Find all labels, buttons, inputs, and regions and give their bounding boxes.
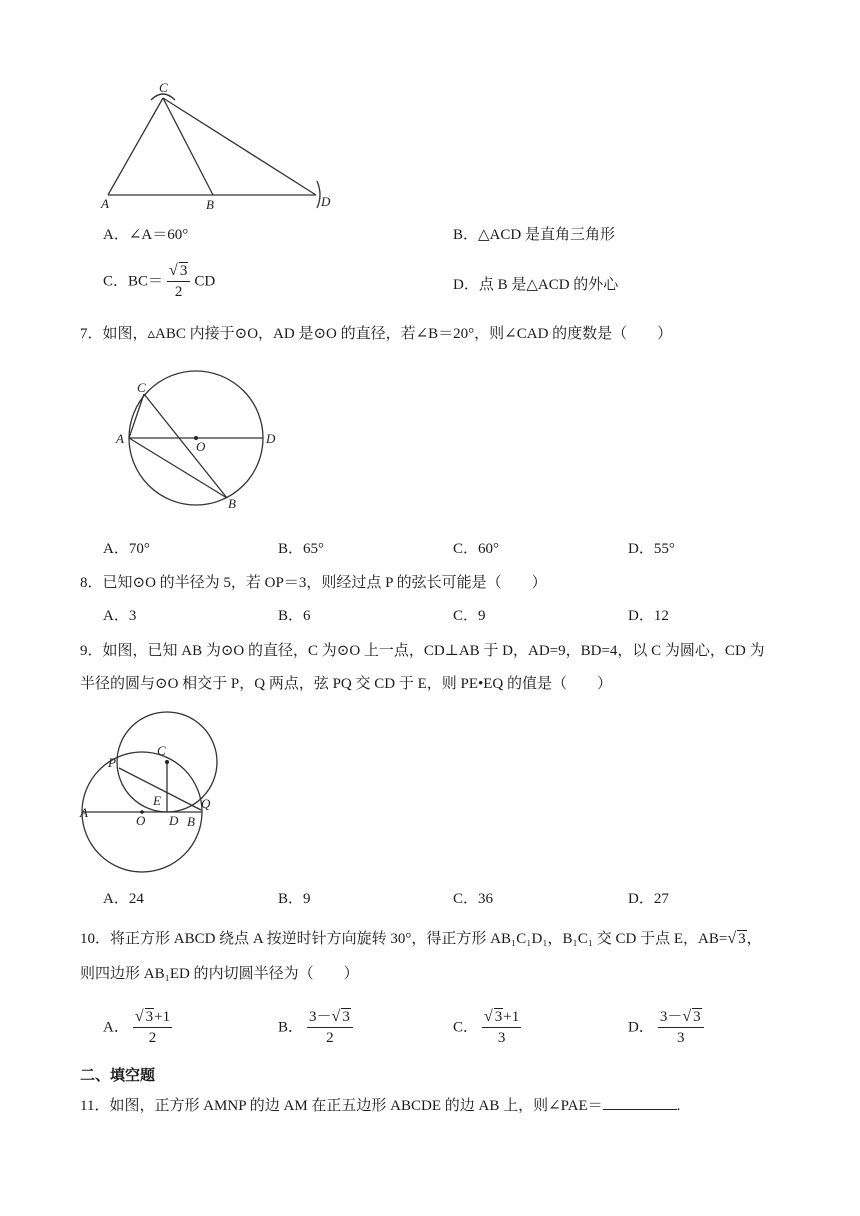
fraction: $\frac{√ 3}{2}$ <box>167 262 190 301</box>
q10-option-b[interactable]: B． $\frac{3-√ 3}{2}$ <box>278 1008 357 1047</box>
answer-blank[interactable] <box>603 1094 677 1110</box>
two-circles-figure-q9 <box>75 712 235 872</box>
q8-option-d[interactable]: D．12 <box>628 608 669 624</box>
point-label-q: Q <box>201 796 211 811</box>
q7-option-b[interactable]: B．65° <box>278 541 325 557</box>
point-label-p: P <box>108 755 116 770</box>
q6-option-b[interactable]: B．△ACD 是直角三角形 <box>453 227 615 243</box>
point-label-o: O <box>136 813 146 828</box>
point-label-d: D <box>169 813 179 828</box>
q7-option-c[interactable]: C．60° <box>453 541 500 557</box>
q6-option-c[interactable]: C．BC＝ $\frac{√ 3}{2}$ CD <box>103 262 216 300</box>
point-label-a: A <box>80 805 88 820</box>
fraction: $\frac{3-√ 3}{2}$ <box>307 1008 353 1047</box>
q7-stem: 7．如图，▵ABC 内接于⊙O，AD 是⊙O 的直径，若∠B＝20°，则∠CAD 的度数是（ ） <box>80 326 673 342</box>
q9-stem-line2: 半径的圆与⊙O 相交于 P，Q 两点，弦 PQ 交 CD 于 E，则 PE•EQ 的值是（ ） <box>80 676 613 692</box>
q8-stem: 8．已知⊙O 的半径为 5，若 OP＝3，则经过点 P 的弦长可能是（ ） <box>80 575 547 591</box>
q11-stem: 11．如图，正方形 AMNP 的边 AM 在正五边形 ABCDE 的边 AB 上，则∠PAE＝ . <box>80 1094 680 1117</box>
point-label-d: D <box>266 431 276 446</box>
fraction: $\frac{3-√ 3}{3}$ <box>658 1008 704 1047</box>
q7-option-d[interactable]: D．55° <box>628 541 675 557</box>
q6-option-d[interactable]: D．点 B 是△ACD 的外心 <box>453 277 619 293</box>
q10-stem-line2: 则四边形 AB₁ED 的内切圆半径为（ ） <box>80 966 359 982</box>
vertex-label-b: B <box>206 197 214 212</box>
vertex-label-c: C <box>159 80 168 95</box>
q6-option-a[interactable]: A．∠A＝60° <box>103 227 189 243</box>
q9-option-d[interactable]: D．27 <box>628 891 669 907</box>
q10-option-c[interactable]: C． $\frac{√ 3+1}{3}$ <box>453 1008 520 1046</box>
vertex-label-a: A <box>101 196 109 211</box>
q9-option-a[interactable]: A．24 <box>103 891 144 907</box>
triangle-figure-q6 <box>95 78 345 218</box>
point-label-c: C <box>137 380 146 395</box>
q9-option-b[interactable]: B．9 <box>278 891 311 907</box>
q10-stem-line1: 10．将正方形 ABCD 绕点 A 按逆时针方向旋转 30°，得正方形 AB₁C₁D₁，B₁C₁ 交 CD 于点 E，AB=√ 3， <box>80 930 762 947</box>
circle-figure-q7 <box>110 370 290 520</box>
vertex-label-d: D <box>321 194 331 209</box>
q8-option-c[interactable]: C．9 <box>453 608 486 624</box>
q7-option-a[interactable]: A．70° <box>103 541 150 557</box>
point-label-c: C <box>157 743 166 758</box>
point-label-e: E <box>153 793 161 808</box>
q9-stem-line1: 9．如图，已知 AB 为⊙O 的直径，C 为⊙O 上一点，CD⊥AB 于 D，AD=9，BD=4，以 C 为圆心，CD 为 <box>80 643 765 659</box>
point-label-a: A <box>116 431 124 446</box>
section-title: 二、填空题 <box>80 1067 156 1084</box>
q10-option-d[interactable]: D． $\frac{3-√ 3}{3}$ <box>628 1008 708 1047</box>
fraction: $\frac{√ 3+1}{2}$ <box>134 1008 171 1046</box>
fraction: $\frac{√ 3+1}{3}$ <box>484 1008 520 1046</box>
q8-option-a[interactable]: A．3 <box>103 608 137 624</box>
point-label-b: B <box>228 496 236 511</box>
point-label-b: B <box>187 814 195 829</box>
q8-option-b[interactable]: B．6 <box>278 608 311 624</box>
q10-option-a[interactable]: A． $\frac{√ 3+1}{2}$ <box>103 1008 171 1046</box>
point-label-o: O <box>196 439 206 454</box>
q9-option-c[interactable]: C．36 <box>453 891 494 907</box>
